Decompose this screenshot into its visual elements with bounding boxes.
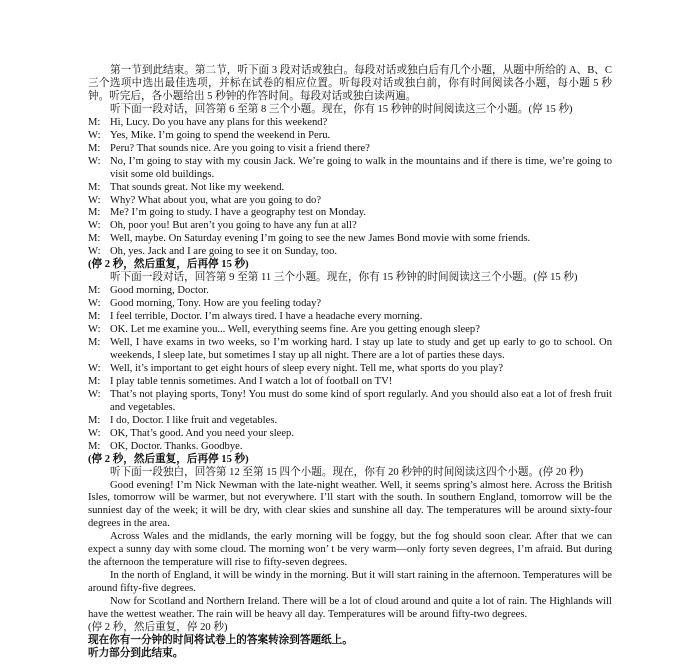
dialogue-1: [88, 117, 612, 259]
monologue-paragraph: Good evening! I’m Nick Newman with the late-night weather. Well, it seems spring’s almost here. Across the British Isles, tomorrow will be warmer, but not everywhere. I’ll start with the south. In southern England, tomorrow will be the sunniest day of the week; it will be dry, with clear skies and sunshine all day. The temperatures will be around sixty-four degrees in the area.: [88, 479, 612, 530]
dialogue-line: [88, 337, 612, 363]
speaker-label: W:: [88, 324, 101, 336]
pause-note: (停 2 秒，然后重复，停 20 秒): [88, 621, 228, 633]
speaker-label: W:: [88, 155, 101, 167]
line-text: OK, That’s good. And you need your sleep.: [110, 427, 294, 439]
speaker-label: M:: [88, 116, 101, 128]
speaker-label: M:: [88, 285, 101, 297]
speaker-label: M:: [88, 142, 101, 154]
dialogue-2: [88, 285, 612, 453]
dialogue-line: [88, 195, 612, 208]
line-text: Good morning, Tony. How are you feeling today?: [110, 298, 322, 310]
line-text: Yes, Mike. I’m going to spend the weekend in Peru.: [110, 129, 331, 141]
line-text: That sounds great. Not like my weekend.: [110, 181, 285, 193]
transcript-page: [88, 65, 612, 661]
closing-instruction: 现在你有一分钟的时间将试卷上的答案转涂到答题纸上。: [88, 634, 353, 646]
dialogue-line: [88, 130, 612, 143]
intro-paragraph: 第一节到此结束。第二节，听下面 3 段对话或独白。每段对话或独白后有几个小题，从题中所给的 A、B、C 三个选项中选出最佳选项，并标在试卷的相应位置。听每段对话或独白前，你有时间阅读各小题，每小题 5 秒钟。听完后，各小题给出 5 秒钟的作答时间。每段对话或独白读两遍。: [88, 65, 612, 102]
dialogue-line: [88, 233, 612, 246]
line-text: Peru? That sounds nice. Are you going to visit a friend there?: [110, 142, 370, 154]
line-text: I play table tennis sometimes. And I watch a lot of football on TV!: [110, 375, 393, 387]
line-text: No, I’m going to stay with my cousin Jack. We’re going to walk in the mountains and if there is time, we’re going to visit some old buildings.: [110, 155, 612, 180]
dialogue-line: [88, 441, 612, 454]
speaker-label: W:: [88, 246, 101, 258]
monologue-paragraph: Now for Scotland and Northern Ireland. There will be a lot of cloud around and quite a lot of rain. The Highlands will have the wettest weather. The rain will be heavy all day. Temperatures will be around fifty-two degrees.: [88, 596, 612, 621]
line-text: Well, I have exams in two weeks, so I’m working hard. I stay up late to study and get up early to go to school. On weekends, I sleep late, but sometimes I stay up all night. There are a lot of parties these days.: [110, 337, 612, 361]
speaker-label: W:: [88, 298, 101, 310]
dialogue-line: [88, 182, 612, 195]
line-text: Hi, Lucy. Do you have any plans for this weekend?: [110, 116, 328, 128]
speaker-label: W:: [88, 427, 101, 439]
speaker-label: W:: [88, 129, 101, 141]
section-heading: 听下面一段对话，回答第 6 至第 8 三个小题。现在，你有 15 秒钟的时间阅读这三个小题。(停 15 秒): [110, 103, 573, 115]
dialogue-line: [88, 363, 612, 376]
speaker-label: M:: [88, 414, 101, 426]
speaker-label: W:: [88, 194, 101, 206]
line-text: Oh, yes. Jack and I are going to see it on Sunday, too.: [110, 246, 338, 258]
line-text: Oh, poor you! But aren’t you going to have any fun at all?: [110, 220, 357, 232]
dialogue-line: [88, 207, 612, 220]
speaker-label: M:: [88, 233, 101, 245]
dialogue-line: [88, 285, 612, 298]
line-text: I do, Doctor. I like fruit and vegetables.: [110, 414, 278, 426]
speaker-label: W:: [88, 362, 101, 374]
pause-note: (停 2 秒，然后重复，后再停 15 秒): [88, 259, 249, 271]
dialogue-line: [88, 156, 612, 182]
closing-end: 听力部分到此结束。: [88, 647, 184, 659]
monologue: [88, 480, 612, 622]
dialogue-line: [88, 376, 612, 389]
dialogue-line: [88, 389, 612, 415]
section-heading: 听下面一段对话，回答第 9 至第 11 三个小题。现在，你有 15 秒钟的时间阅读这三个小题。(停 15 秒): [110, 272, 578, 284]
dialogue-line: [88, 117, 612, 130]
speaker-label: W:: [88, 220, 101, 232]
dialogue-line: [88, 415, 612, 428]
line-text: I feel terrible, Doctor. I’m always tired. I have a headache every morning.: [110, 311, 423, 323]
dialogue-line: [88, 324, 612, 337]
speaker-label: M:: [88, 440, 101, 452]
speaker-label: M:: [88, 311, 101, 323]
line-text: Well, maybe. On Saturday evening I’m going to see the new James Bond movie with some friends.: [110, 233, 531, 245]
line-text: That’s not playing sports, Tony! You must do some kind of sport regularly. And you should also eat a lot of fresh fruit and vegetables.: [110, 388, 612, 413]
speaker-label: M:: [88, 181, 101, 193]
line-text: OK. Let me examine you... Well, everything seems fine. Are you getting enough sleep?: [110, 324, 480, 336]
speaker-label: M:: [88, 375, 101, 387]
line-text: OK, Doctor. Thanks. Goodbye.: [110, 440, 243, 452]
monologue-paragraph: In the north of England, it will be windy in the morning. But it will start raining in the afternoon. Temperatures will be around fifty-five degrees.: [88, 570, 612, 595]
dialogue-line: [88, 428, 612, 441]
speaker-label: W:: [88, 388, 101, 400]
speaker-label: M:: [88, 207, 101, 219]
line-text: Me? I’m going to study. I have a geography test on Monday.: [110, 207, 367, 219]
dialogue-line: [88, 311, 612, 324]
monologue-paragraph: Across Wales and the midlands, the early morning will be foggy, but the fog should soon clear. After that we can expect a sunny day with some cloud. The morning won’ t be very warm—only forty seven degrees, I’m afraid. But during the afternoon the temperature will rise to fifty-seven degrees.: [88, 531, 612, 569]
dialogue-line: [88, 220, 612, 233]
line-text: Well, it’s important to get eight hours of sleep every night. Tell me, what sports do you play?: [110, 362, 504, 374]
dialogue-line: [88, 246, 612, 259]
speaker-label: M:: [88, 337, 101, 349]
dialogue-line: [88, 143, 612, 156]
line-text: Good morning, Doctor.: [110, 285, 209, 297]
line-text: Why? What about you, what are you going to do?: [110, 194, 322, 206]
section-heading: 听下面一段独白，回答第 12 至第 15 四个小题。现在，你有 20 秒钟的时间阅读这四个小题。(停 20 秒): [110, 466, 584, 478]
pause-note: (停 2 秒，然后重复，后再停 15 秒): [88, 453, 249, 465]
dialogue-line: [88, 298, 612, 311]
